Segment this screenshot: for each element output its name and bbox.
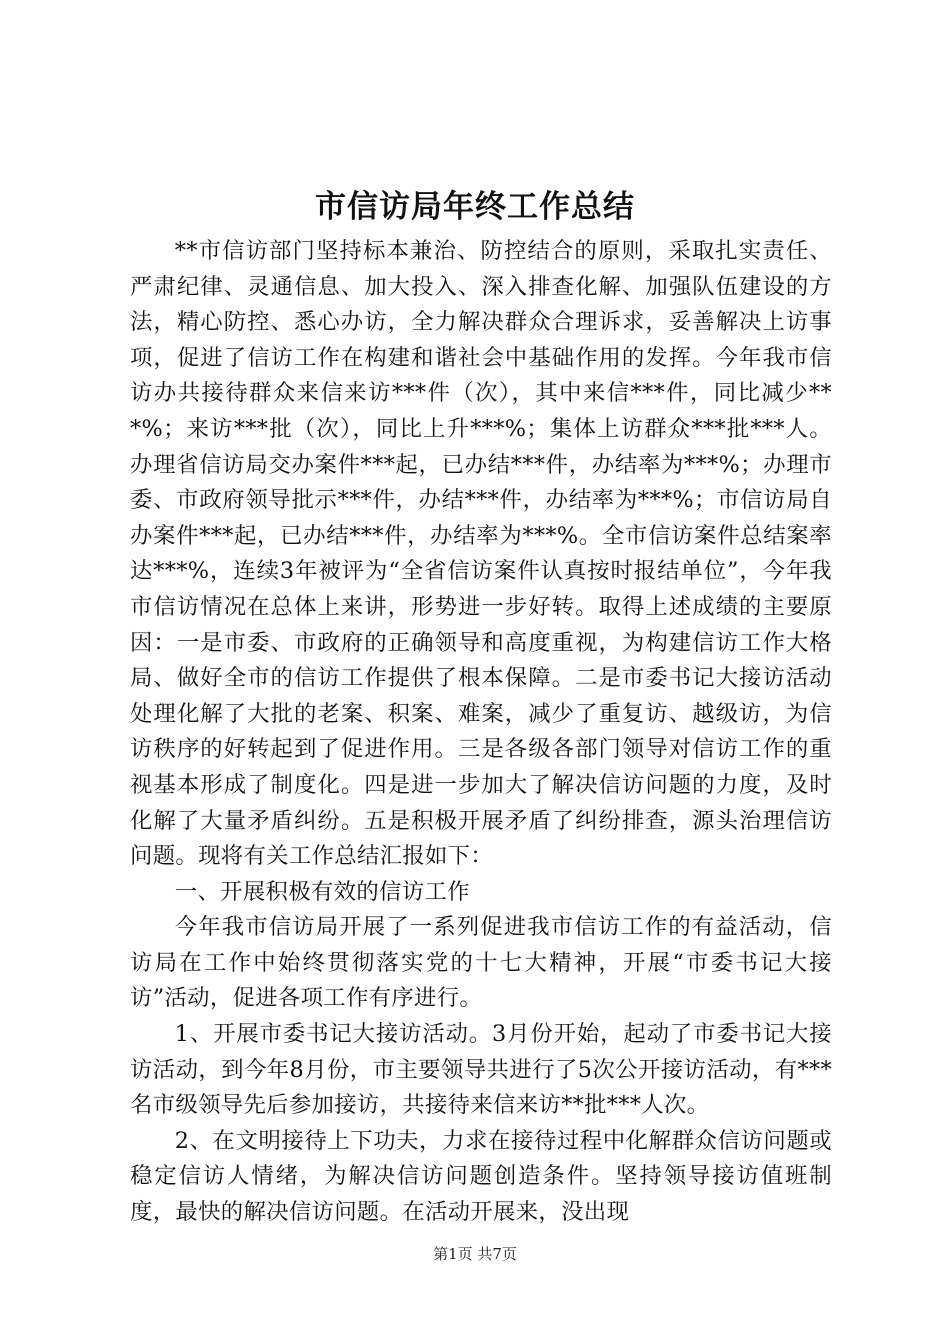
paragraph-section-intro: 今年我市信访局开展了一系列促进我市信访工作的有益活动，信访局在工作中始终贯彻落实党的十七大精神，开展“市委书记大接访”活动，促进各项工作有序进行。 (130, 914, 832, 1012)
page-number: 第1页 共7页 (433, 1245, 517, 1263)
document-body (130, 234, 832, 1231)
paragraph-item-1: 1、开展市委书记大接访活动。3月份开始，起动了市委书记大接访活动，到今年8月份，市主要领导共进行了5次公开接访活动，有***名市级领导先后参加接访，共接待来信来访**批***人次。 (130, 1021, 832, 1119)
paragraph-intro: **市信访部门坚持标本兼治、防控结合的原则，采取扎实责任、严肃纪律、灵通信息、加大投入、深入排查化解、加强队伍建设的方法，精心防控、悉心办访，全力解决群众合理诉求，妥善解决上访事项，促进了信访工作在构建和谐社会中基础作用的发挥。今年我市信访办共接待群众来信来访***件（次），其中来信***件，同比减少***%；来访***批（次），同比上升***%；集体上访群众***批***人。办理省信访局交办案件***起，已办结***件，办结率为***%；办理市委、市政府领导批示***件，办结***件，办结率为***%；市信访局自办案件***起，已办结***件，办结率为***%。全市信访案件总结案率达***%，连续3年被评为“全省信访案件认真按时报结单位”，今年我市信访情况在总体上来讲，形势进一步好转。取得上述成绩的主要原因：一是市委、市政府的正确领导和高度重视，为构建信访工作大格局、做好全市的信访工作提供了根本保障。二是市委书记大接访活动处理化解了大批的老案、积案、难案，减少了重复访、越级访，为信访秩序的好转起到了促进作用。三是各级各部门领导对信访工作的重视基本形成了制度化。四是进一步加大了解决信访问题的力度，及时化解了大量矛盾纠纷。五是积极开展矛盾了纠纷排查，源头治理信访问题。现将有关工作总结汇报如下： (130, 238, 832, 870)
document-title: 市信访局年终工作总结 (315, 189, 635, 225)
paragraph-item-2: 2、在文明接待上下功夫，力求在接待过程中化解群众信访问题或稳定信访人情绪，为解决信访问题创造条件。坚持领导接访值班制度，最快的解决信访问题。在活动开展来，没出现 (130, 1127, 832, 1226)
section-heading: 一、开展积极有效的信访工作 (174, 878, 470, 905)
